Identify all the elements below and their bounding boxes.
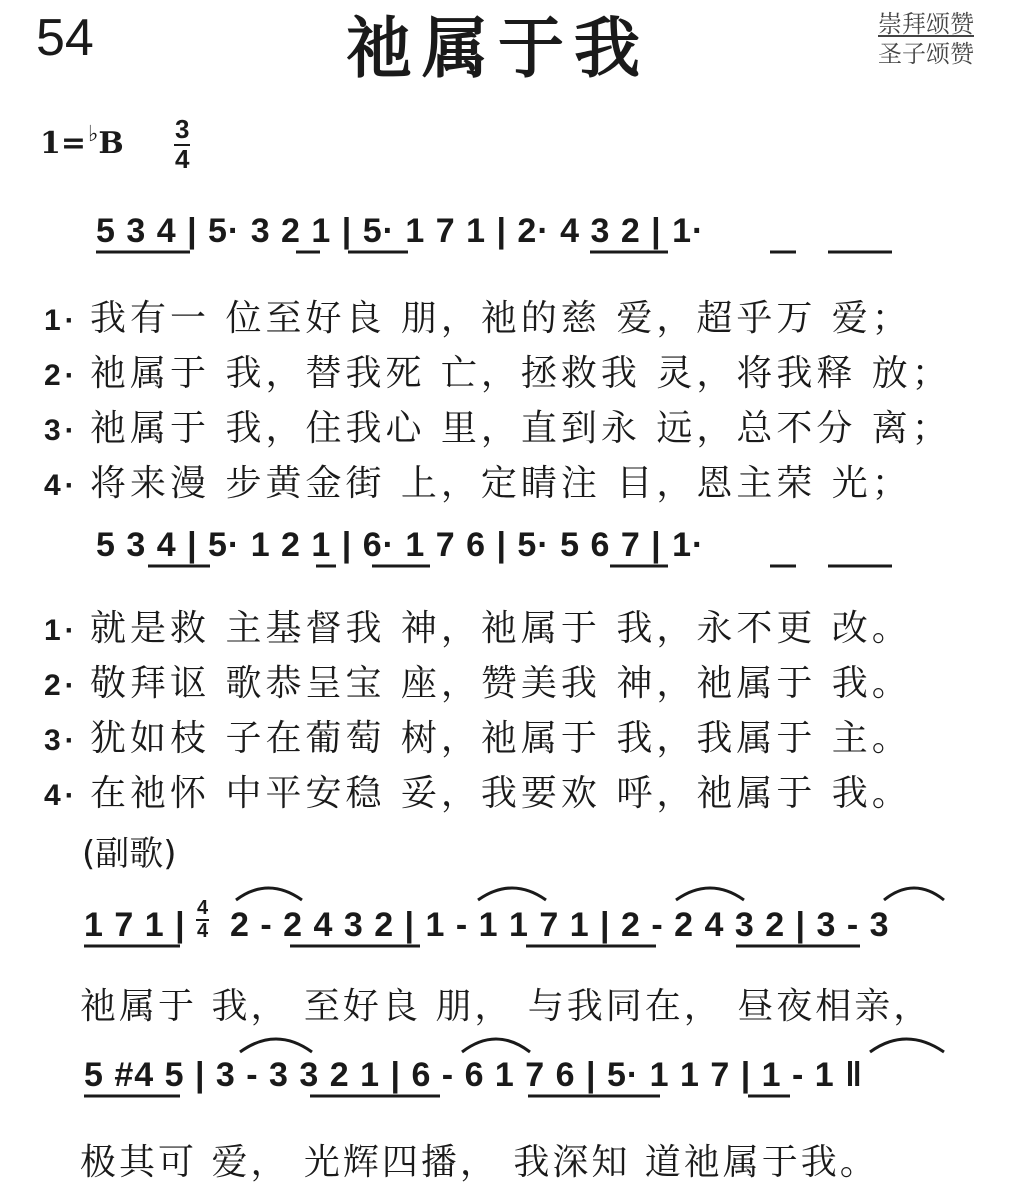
lyric-text: 祂属于 我，替我死 亡，拯救我 灵，将我释 放； [90, 353, 952, 394]
slur-arc [236, 888, 302, 900]
time-signature-top: 4 [197, 897, 209, 919]
verse-number: 3· [44, 414, 79, 447]
slur-arc [462, 1039, 530, 1052]
verse-number: 2· [44, 669, 79, 702]
lyric-text: 我有一 位至好良 朋，祂的慈 爱，超乎万 爱； [90, 298, 912, 339]
key-note: B [98, 126, 124, 161]
time-signature-bottom: 4 [175, 144, 190, 174]
time-signature-bottom: 4 [197, 920, 209, 942]
numbered-notes: 5 3 4 | 5· 1 2 1 | 6· 1 7 6 | 5· 5 6 7 | 1· [96, 526, 705, 564]
verse-number: 4· [44, 779, 79, 812]
time-signature-top: 3 [175, 114, 190, 144]
lyric-text: 将来漫 步黄金街 上，定睛注 目，恩主荣 光； [90, 463, 912, 504]
verse-number: 2· [44, 359, 79, 392]
slur-arc [676, 888, 744, 900]
slur-arc [884, 888, 944, 900]
slur-arc [240, 1039, 312, 1052]
slur-arc [870, 1039, 944, 1052]
lyric-text: 敬拜讴 歌恭呈宝 座，赞美我 神，祂属于 我。 [90, 663, 912, 704]
verse-number: 4· [44, 469, 79, 502]
numbered-notes: 2 - 2 4 3 2 | 1 - 1 1 7 1 | 2 - 2 4 3 2 | 3 - 3 [230, 906, 890, 944]
verse-number: 3· [44, 724, 79, 757]
lyric-text: 就是救 主基督我 神，祂属于 我，永不更 改。 [90, 608, 912, 649]
hymnal-source-1: 崇拜颂赞 [878, 10, 974, 38]
flat-sign: ♭ [88, 121, 99, 147]
refrain-lyric-line-2: 极其可 爱， 光辉四播， 我深知 道祂属于我。 [80, 1142, 879, 1183]
hymnal-source-2: 圣子颂赞 [878, 40, 974, 68]
verse-number: 1· [44, 614, 79, 647]
lyric-text: 祂属于 我，住我心 里，直到永 远，总不分 离； [90, 408, 952, 449]
hymn-title: 祂属于我 [346, 9, 650, 87]
key-prefix: 1= [40, 126, 87, 161]
verse-number: 1· [44, 304, 79, 337]
slur-arc [478, 888, 546, 900]
numbered-notes: 5 3 4 | 5· 3 2 1 | 5· 1 7 1 | 2· 4 3 2 | 1· [96, 212, 705, 250]
refrain-label: (副歌) [82, 834, 177, 874]
lyric-text: 犹如枝 子在葡萄 树，祂属于 我，我属于 主。 [90, 718, 912, 759]
numbered-notes: 1 7 1 | [84, 906, 186, 944]
hymn-number: 54 [36, 9, 94, 67]
refrain-lyric-line-1: 祂属于 我， 至好良 朋， 与我同在， 昼夜相亲， [80, 986, 933, 1027]
lyric-text: 在祂怀 中平安稳 妥，我要欢 呼，祂属于 我。 [90, 773, 912, 814]
numbered-notes: 5 #4 5 | 3 - 3 3 2 1 | 6 - 6 1 7 6 | 5· 1 1 7 | 1 - 1 ‖ [84, 1056, 864, 1094]
